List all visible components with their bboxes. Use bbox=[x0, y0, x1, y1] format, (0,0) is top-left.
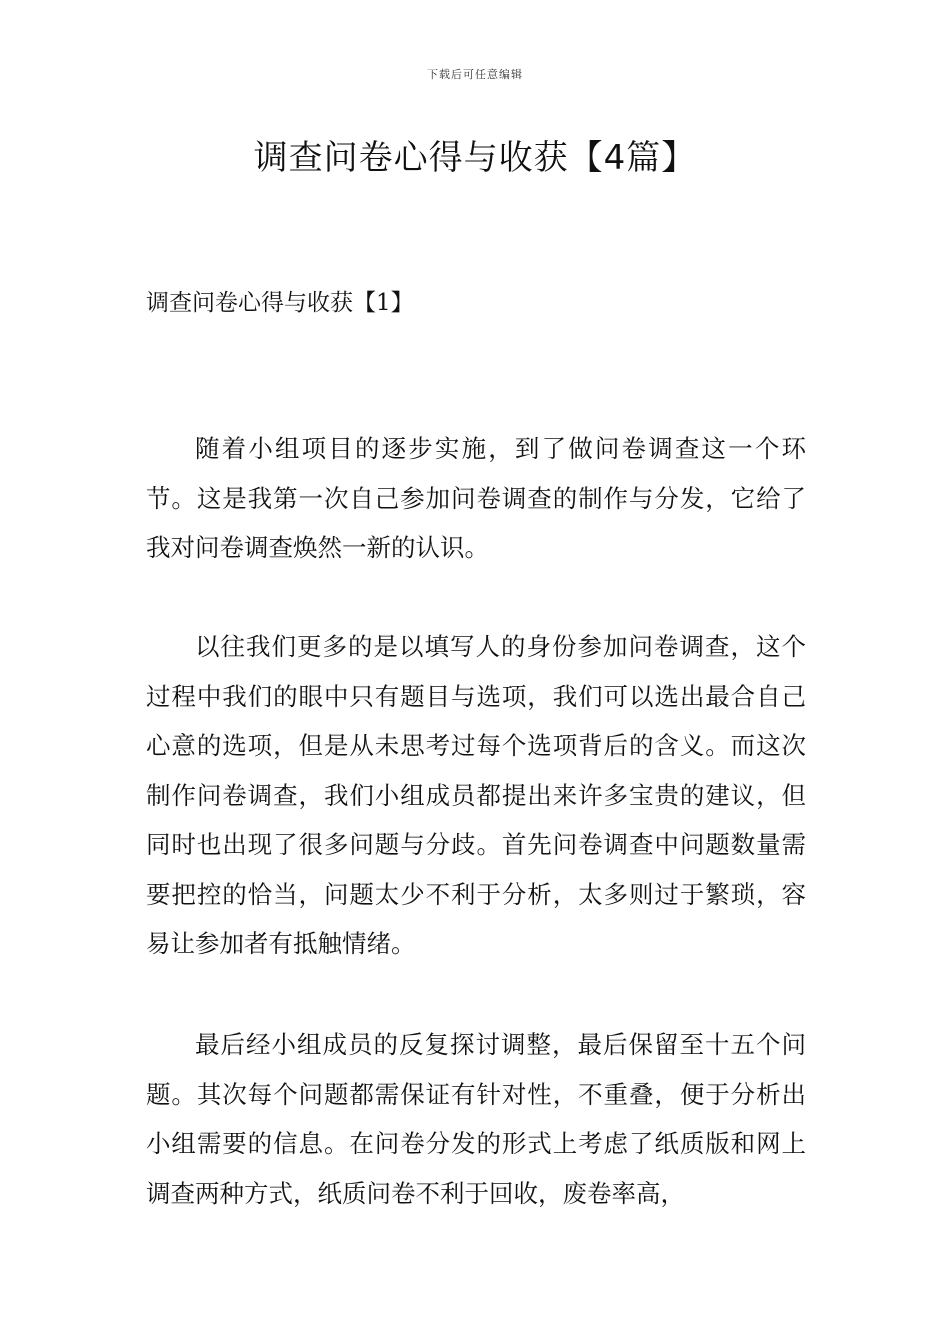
body-paragraph: 最后经小组成员的反复探讨调整，最后保留至十五个问题。其次每个问题都需保证有针对性，不重叠，便于分析出小组需要的信息。在问卷分发的形式上考虑了纸质版和网上调查两种方式，纸质问卷不利于回收，废卷率高， bbox=[146, 1030, 806, 1208]
body-paragraph: 以往我们更多的是以填写人的身份参加问卷调查，这个过程中我们的眼中只有题目与选项，我们可以选出最合自己心意的选项，但是从未思考过每个选项背后的含义。而这次制作问卷调查，我们小组成员都提出来许多宝贵的建议，但同时也出现了很多问题与分歧。首先问卷调查中问题数量需要把控的恰当，问题太少不利于分析，太多则过于繁琐，容易让参加者有抵触情绪。 bbox=[146, 632, 806, 958]
document-title: 调查问卷心得与收获【4篇】 bbox=[253, 138, 697, 178]
section-heading: 调查问卷心得与收获【1】 bbox=[146, 290, 414, 316]
body-paragraph: 随着小组项目的逐步实施，到了做问卷调查这一个环节。这是我第一次自己参加问卷调查的制作与分发，它给了我对问卷调查焕然一新的认识。 bbox=[146, 434, 806, 562]
header-note: 下载后可任意编辑 bbox=[427, 68, 523, 81]
